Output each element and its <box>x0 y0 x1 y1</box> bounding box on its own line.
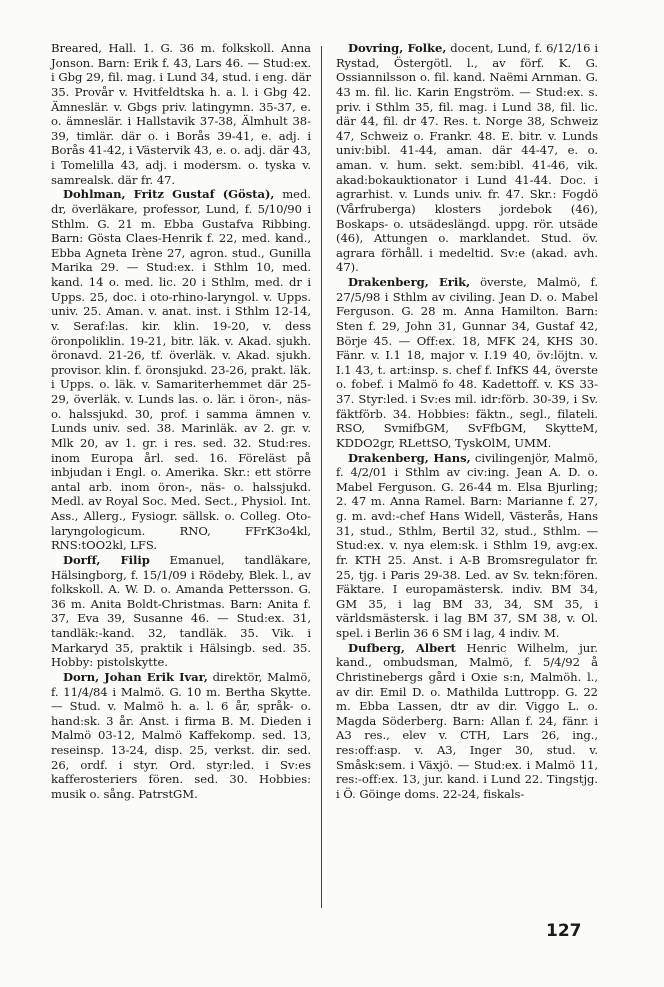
entry-text: civilingenjör, Malmö, f. 4/2/01 i Sthlm av civ:ing. Jean A. D. o. Mabel Ferguson. G. 26-44 m. Elsa Bjurling; 2. 47 m. Anna Ramel. Barn: Marianne f. 27, g. m. avd:-chef Hans Widell, Västerås, Hans 31, stud., Sthlm, Bertil 32, stud., Sthlm. — Stud:ex. v. nya elem:sk. i Sthlm 19, avg:ex. fr. KTH 25. Anst. i A-B Bromsregulator fr. 25, tjg. i Paris 29-38. Led. av Sv. tekn:fören. Fäktare. I europamästersk. indiv. BM 34, GM 35, i lag BM 33, 34, SM 35, i världsmästersk. i lag BM 37, SM 38, v. Ol. spel. i Berlin 36 6 SM i lag, 4 indiv. M. <box>336 450 598 640</box>
entry-text: Emanuel, tandläkare, Hälsingborg, f. 15/1/09 i Rödeby, Blek. l., av folkskoll. A. W. D. o. Amanda Pettersson. G. 36 m. Anita Boldt-Christmas. Barn: Anita f. 37, Eva 39, Susanne 46. — Stud:ex. 31, tandläk:-kand. 32, tandläk. 35. Vik. i Markaryd 35, praktik i Hälsingb. sed. 35. Hobby: pistolskytte. <box>51 552 311 670</box>
entry-text: Breared, Hall. 1. G. 36 m. folkskoll. Anna Jonson. Barn: Erik f. 43, Lars 46. — Stud:ex. i Gbg 29, fil. mag. i Lund 34, stud. i eng. där 35. Provår v. Hvitfeldtska h. a. l. i Gbg 42. Ämneslär. v. Gbgs priv. latingymn. 35-37, e. o. ämneslär. i Hallstavik 37-38, Älmhult 38-39, timlär. där o. i Borås 39-41, e. adj. i Borås 41-42, i Västervik 43, e. o. adj. där 43, i Tomelilla 43, adj. i modersm. o. tyska v. samrealsk. där fr. 47. <box>51 41 311 187</box>
entry-drakenberg-hans <box>336 451 598 641</box>
entry-head: Drakenberg, Hans, <box>348 450 471 465</box>
entry-head: Dohlman, Fritz Gustaf (Gösta), <box>63 187 275 202</box>
right-column <box>336 41 598 802</box>
entry-dovring <box>336 41 598 275</box>
entry-head: Dorn, Johan Erik Ivar, <box>63 669 208 684</box>
column-divider <box>321 46 322 908</box>
entry-text: överste, Malmö, f. 27/5/98 i Sthlm av civiling. Jean D. o. Mabel Ferguson. G. 28 m. Anna Hamilton. Barn: Sten f. 29, John 31, Gunnar 34, Gustaf 42, Börje 45. — Off:ex. 18, MFK 24, KHS 30. Fänr. v. I.1 18, major v. I.19 40, öv:löjtn. v. I.1 43, t. art:insp. s. chef f. InfKS 44, överste o. fobef. i Malmö fo 48. Kadettoff. v. KS 33-37. Styr:led. i Sv:es mil. idr:förb. 30-39, i Sv. fäktförb. 34. Hobbies: fäktn., segl., filateli. RSO, SvmifbGM, SvFfbGM, SkytteM, KDDO2gr, RLettSO, TyskOlM, UMM. <box>336 275 598 450</box>
entry-dorff <box>51 553 311 670</box>
entry-dorn <box>51 670 311 802</box>
entry-text: direktör, Malmö, f. 11/4/84 i Malmö. G. 10 m. Bertha Skytte. — Stud. v. Malmö h. a. l. 6 år, språk- o. hand:sk. 3 år. Anst. i firma B. M. Dieden i Malmö 03-12, Malmö Kaffekomp. sed. 13, reseinsp. 13-24, disp. 25, verkst. dir. sed. 26, ordf. i styr. Ord. styr:led. i Sv:es kafferosteriers fören. sed. 30. Hobbies: musik o. sång. PatrstGM. <box>51 669 311 801</box>
entry-continued <box>51 41 311 187</box>
entry-head: Dovring, Folke, <box>348 41 447 55</box>
entry-text: docent, Lund, f. 6/12/16 i Rystad, Östergötl. l., av förf. K. G. Ossiannilsson o. fil. kand. Naëmi Arnman. G. 43 m. fil. lic. Karin Engström. — Stud:ex. s. priv. i Sthlm 35, fil. mag. i Lund 38, fil. lic. där 44, fil. dr 47. Res. t. Norge 38, Schweiz 47, Schweiz o. Frankr. 48. E. bitr. v. Lunds univ:bibl. 41-44, aman. där 44-47, e. o. aman. v. hum. sekt. sem:bibl. 41-46, vik. akad:bokauktionator i Lund 41-44. Doc. i agrarhist. v. Lunds univ. fr. 47. Skr.: Fogdö (Vårfruberga) klosters jordebok (46), Boskaps- o. utsädeslängd. uppg. rör. utsäde (46), Attungen o. marklandet. Stud. öv. agrara förhåll. i medeltid. Sv:e (akad. avh. 47). <box>336 41 598 275</box>
entry-text: Henric Wilhelm, jur. kand., ombudsman, Malmö, f. 5/4/92 å Christinebergs gård i Oxie s:n, Malmöh. l., av dir. Emil D. o. Mathilda Luttropp. G. 22 m. Ebba Lassen, dtr av dir. Viggo L. o. Magda Söderberg. Barn: Allan f. 24, fänr. i A3 res., elev v. CTH, Lars 26, ing., res:off:asp. v. A3, Inger 30, stud. v. Småsk:sem. i Växjö. — Stud:ex. i Malmö 11, res:-off:ex. 13, jur. kand. i Lund 22. Tingstjg. i Ö. Göinge doms. 22-24, fiskals- <box>336 640 599 801</box>
entry-head: Dorff, Filip <box>63 552 150 567</box>
entry-head: Dufberg, Albert <box>348 640 456 655</box>
page-number: 127 <box>546 921 582 941</box>
entry-dohlman <box>51 187 311 553</box>
entry-head: Drakenberg, Erik, <box>348 275 471 289</box>
entry-text: med. dr, överläkare, professor, Lund, f. 5/10/90 i Sthlm. G. 21 m. Ebba Gustafva Ribbing. Barn: Gösta Claes-Henrik f. 22, med. kand., Ebba Agneta Irène 27, agron. stud., Gunilla Marika 29. — Stud:ex. i Sthlm 10, med. kand. 14 o. med. lic. 20 i Sthlm, med. dr i Upps. 25, doc. i oto-rhino-laryngol. v. Upps. univ. 25. Aman. v. anat. inst. i Sthlm 12-14, v. Seraf:las. kir. klin. 19-20, v. dess öronpoliklin. 19-21, bitr. läk. v. Akad. sjukh. öronavd. 21-26, tf. överläk. v. Akad. sjukh. provisor. klin. f. öronsjukd. 23-26, prakt. läk. i Upps. o. läk. v. Samariterhemmet där 25-29, överläk. v. Lunds las. o. lär. i öron-, näs- o. halssjukd. 30, prof. i samma ämnen v. Lunds univ. sed. 38. Marinläk. av 2. gr. v. Mlk 20, av 1. gr. i res. sed. 32. Stud:res. inom Europa årl. sed. 16. Föreläst på inbjudan i Engl. o. Amerika. Skr.: ett större antal arb. inom öron-, näs- o. halssjukd. Medl. av Royal Soc. Med. Sect., Physiol. Int. Ass., Allerg., Fysiogr. sällsk. o. Colleg. Oto-laryngologicum. RNO, FFrK3o4kl, RNS:tOO2kl, LFS. <box>51 187 311 553</box>
entry-drakenberg-erik <box>336 275 598 451</box>
entry-dufberg <box>336 641 598 802</box>
left-column <box>51 41 311 802</box>
